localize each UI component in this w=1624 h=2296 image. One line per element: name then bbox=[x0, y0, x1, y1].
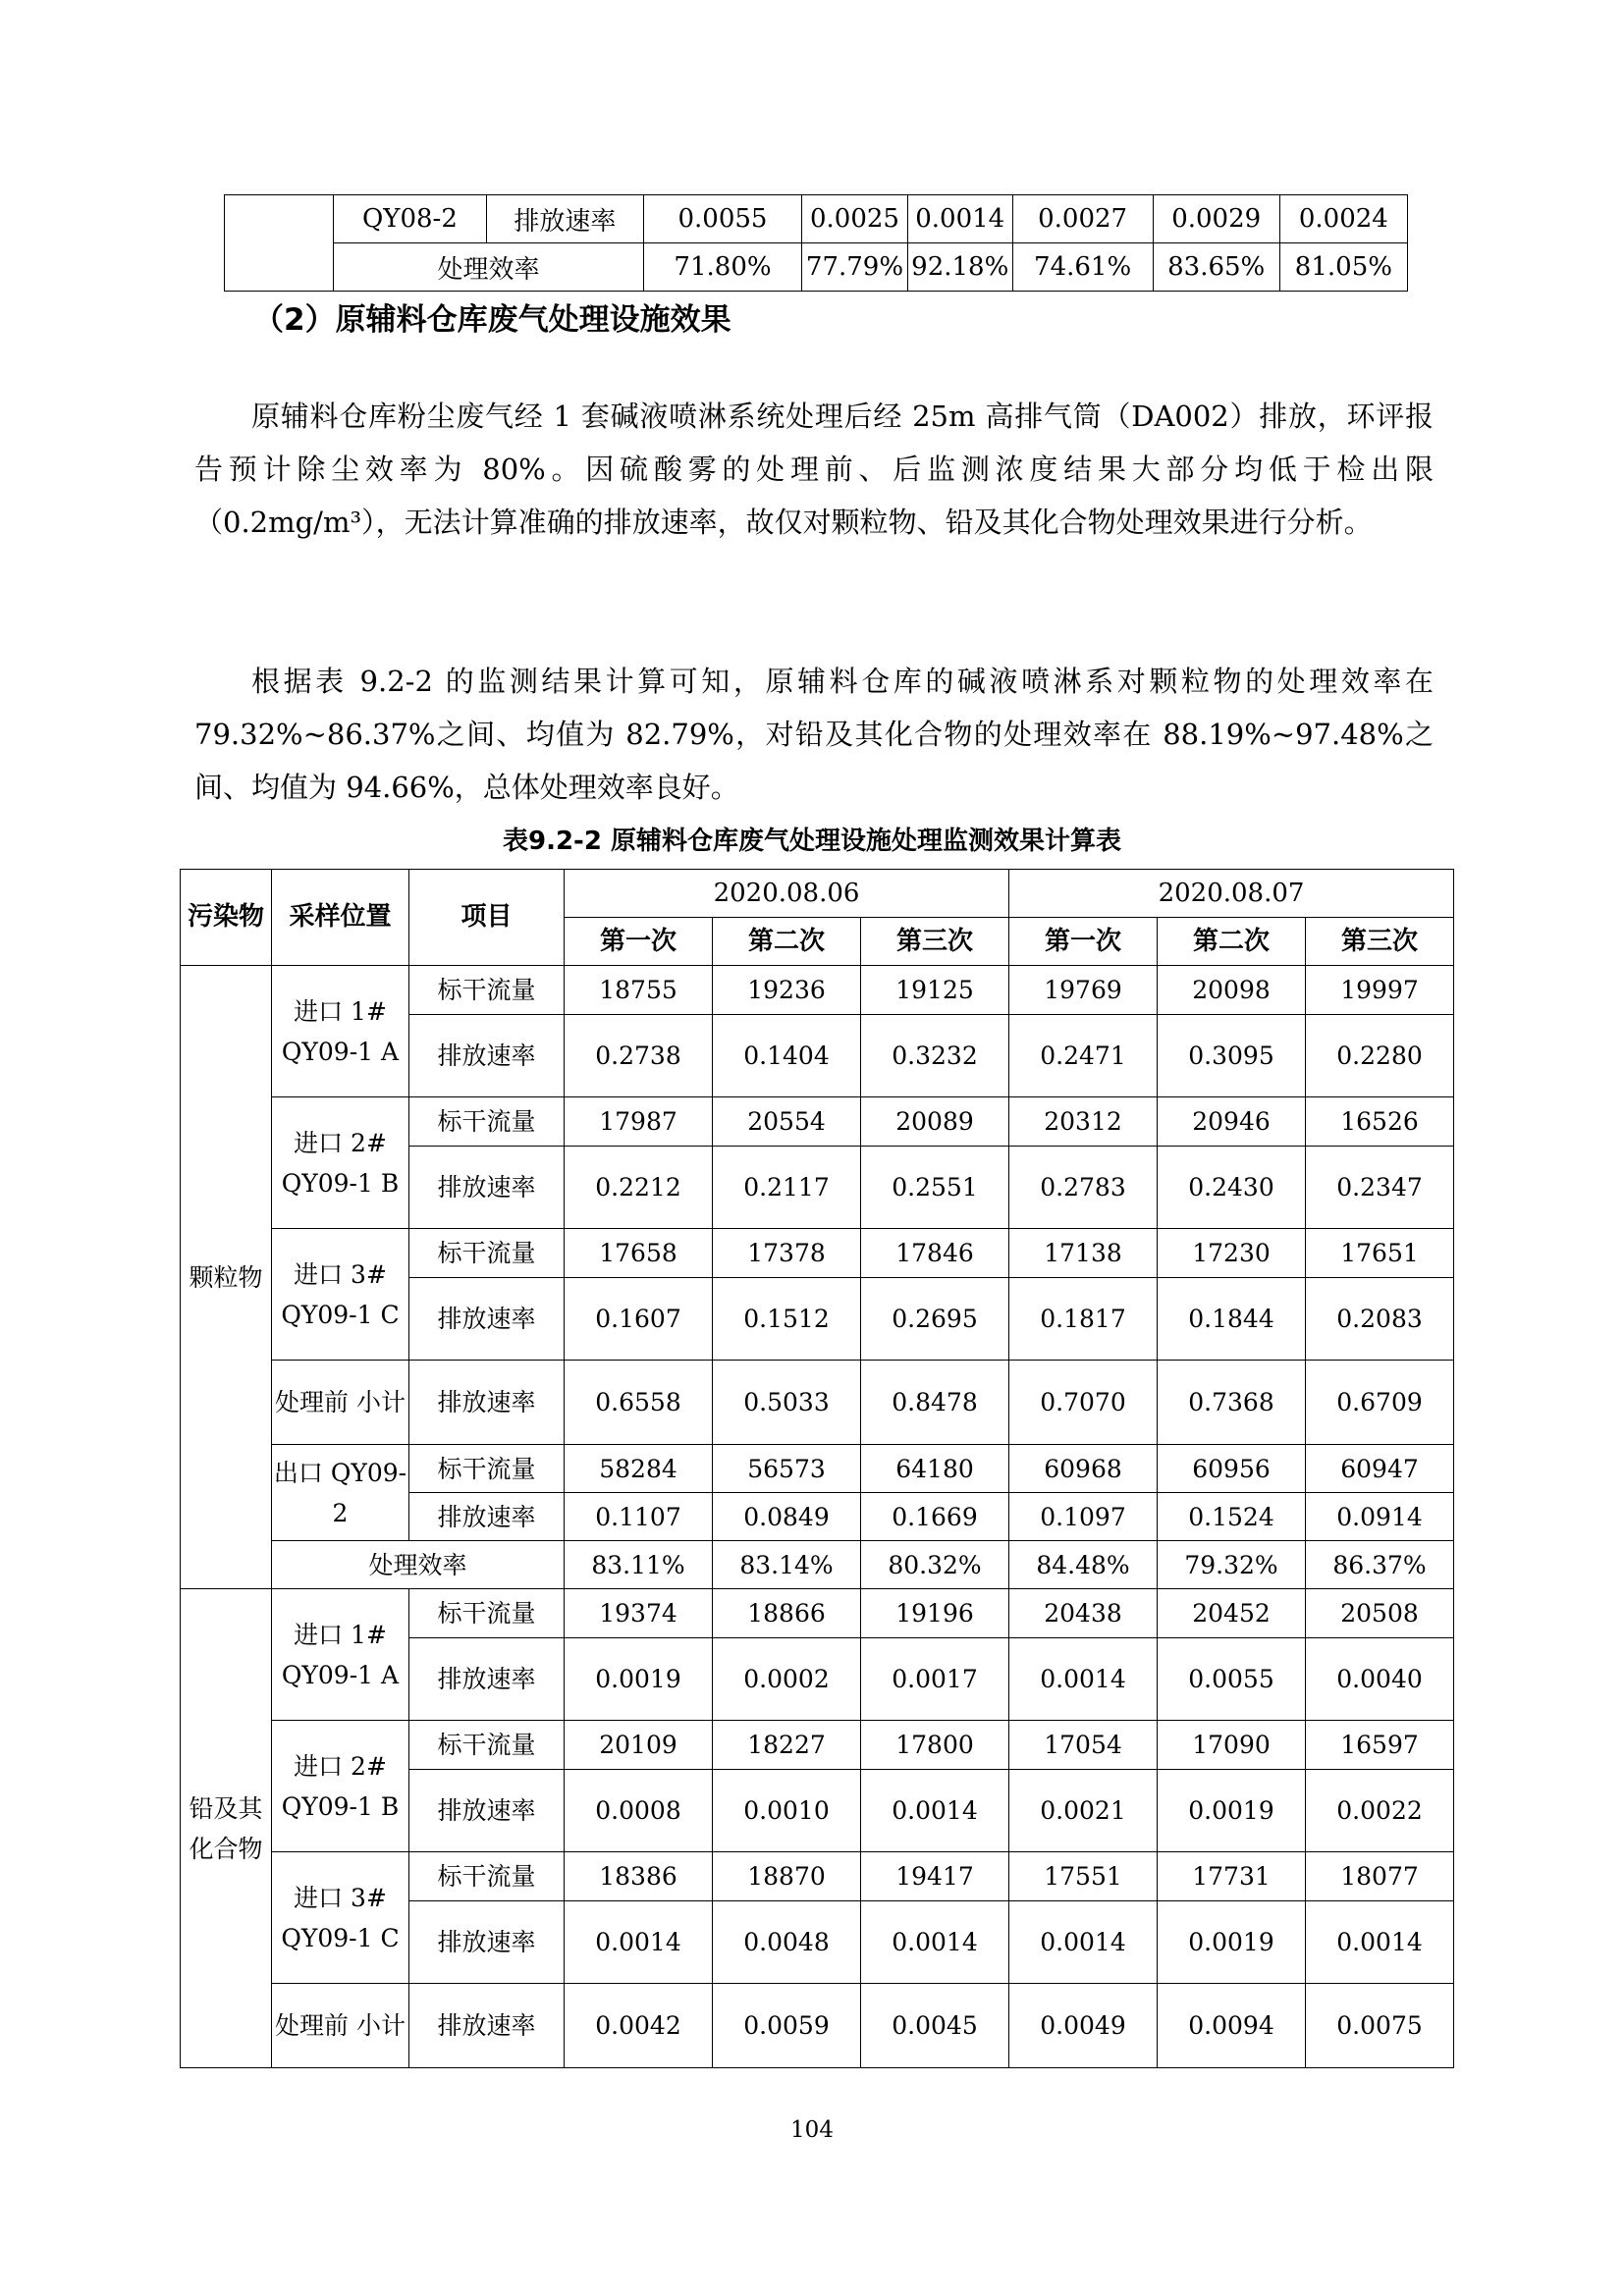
table-row bbox=[181, 1097, 1454, 1147]
value-cell: 0.6558 bbox=[565, 1361, 713, 1445]
value-cell: 0.7070 bbox=[1009, 1361, 1158, 1445]
value-cell: 17658 bbox=[565, 1229, 713, 1278]
value-cell: 16597 bbox=[1306, 1721, 1454, 1770]
location-cell: QY08-2 bbox=[334, 195, 487, 243]
continued-table bbox=[224, 194, 1408, 292]
header-run: 第二次 bbox=[1158, 918, 1306, 966]
item-cell: 排放速率 bbox=[409, 1278, 565, 1361]
value-cell: 0.2117 bbox=[713, 1147, 861, 1229]
value-cell: 0.0059 bbox=[713, 1984, 861, 2068]
table-row bbox=[181, 1721, 1454, 1770]
table-row bbox=[181, 1984, 1454, 2068]
value-cell: 18755 bbox=[565, 966, 713, 1015]
value-cell: 0.0914 bbox=[1306, 1493, 1454, 1541]
item-cell: 排放速率 bbox=[409, 1901, 565, 1984]
page-number: 104 bbox=[790, 2117, 834, 2143]
value-cell: 0.0055 bbox=[643, 195, 801, 243]
value-cell: 0.6709 bbox=[1306, 1361, 1454, 1445]
value-cell: 0.0048 bbox=[713, 1901, 861, 1984]
location-cell: 进口 1# QY09-1 A bbox=[272, 1589, 409, 1721]
value-cell: 0.0025 bbox=[802, 195, 908, 243]
pollutant-cell: 颗粒物 bbox=[181, 966, 272, 1589]
value-cell: 19125 bbox=[861, 966, 1009, 1015]
item-cell: 标干流量 bbox=[409, 1589, 565, 1638]
value-cell: 0.0049 bbox=[1009, 1984, 1158, 2068]
value-cell: 0.0094 bbox=[1158, 1984, 1306, 2068]
value-cell: 20452 bbox=[1158, 1589, 1306, 1638]
value-cell: 17230 bbox=[1158, 1229, 1306, 1278]
location-cell: 进口 2# QY09-1 B bbox=[272, 1721, 409, 1852]
value-cell: 0.1107 bbox=[565, 1493, 713, 1541]
table-row bbox=[181, 966, 1454, 1015]
item-cell: 排放速率 bbox=[409, 1147, 565, 1229]
value-cell: 16526 bbox=[1306, 1097, 1454, 1147]
value-cell: 18077 bbox=[1306, 1852, 1454, 1901]
value-cell: 71.80% bbox=[643, 243, 801, 292]
table-row bbox=[181, 1445, 1454, 1493]
value-cell: 0.3095 bbox=[1158, 1015, 1306, 1097]
value-cell: 0.0002 bbox=[713, 1638, 861, 1721]
value-cell: 20098 bbox=[1158, 966, 1306, 1015]
monitoring-table bbox=[180, 869, 1454, 2068]
value-cell: 84.48% bbox=[1009, 1541, 1158, 1589]
value-cell: 0.0010 bbox=[713, 1770, 861, 1852]
value-cell: 0.0075 bbox=[1306, 1984, 1454, 2068]
value-cell: 18386 bbox=[565, 1852, 713, 1901]
value-cell: 83.11% bbox=[565, 1541, 713, 1589]
value-cell: 0.0014 bbox=[861, 1901, 1009, 1984]
pollutant-cell: 铅及其化合物 bbox=[181, 1589, 272, 2068]
location-cell: 进口 1# QY09-1 A bbox=[272, 966, 409, 1097]
item-cell: 标干流量 bbox=[409, 1721, 565, 1770]
header-run: 第一次 bbox=[565, 918, 713, 966]
item-cell: 排放速率 bbox=[409, 1015, 565, 1097]
body-paragraph: 根据表 9.2-2 的监测结果计算可知，原辅料仓库的碱液喷淋系对颗粒物的处理效率在 79.32%~86.37%之间、均值为 82.79%，对铅及其化合物的处理效率在 88.19%~97.48%之间、均值为 94.66%，总体处理效率良好。 bbox=[194, 665, 1434, 804]
value-cell: 20554 bbox=[713, 1097, 861, 1147]
value-cell: 0.2430 bbox=[1158, 1147, 1306, 1229]
location-cell: 进口 3# QY09-1 C bbox=[272, 1852, 409, 1984]
value-cell: 17651 bbox=[1306, 1229, 1454, 1278]
value-cell: 20089 bbox=[861, 1097, 1009, 1147]
value-cell: 0.1669 bbox=[861, 1493, 1009, 1541]
item-cell: 标干流量 bbox=[409, 1445, 565, 1493]
value-cell: 60956 bbox=[1158, 1445, 1306, 1493]
value-cell: 0.0019 bbox=[1158, 1770, 1306, 1852]
value-cell: 20109 bbox=[565, 1721, 713, 1770]
table-row bbox=[181, 1541, 1454, 1589]
value-cell: 0.1817 bbox=[1009, 1278, 1158, 1361]
value-cell: 18866 bbox=[713, 1589, 861, 1638]
value-cell: 0.0008 bbox=[565, 1770, 713, 1852]
item-cell: 排放速率 bbox=[409, 1984, 565, 2068]
value-cell: 0.5033 bbox=[713, 1361, 861, 1445]
value-cell: 83.65% bbox=[1153, 243, 1279, 292]
value-cell: 17090 bbox=[1158, 1721, 1306, 1770]
value-cell: 17551 bbox=[1009, 1852, 1158, 1901]
efficiency-label-cell: 处理效率 bbox=[272, 1541, 565, 1589]
value-cell: 0.0014 bbox=[1009, 1638, 1158, 1721]
item-cell: 排放速率 bbox=[409, 1361, 565, 1445]
table-cell-empty bbox=[225, 195, 334, 292]
table-row bbox=[181, 1361, 1454, 1445]
item-cell: 排放速率 bbox=[409, 1493, 565, 1541]
value-cell: 20438 bbox=[1009, 1589, 1158, 1638]
table-row bbox=[181, 1229, 1454, 1278]
value-cell: 0.2083 bbox=[1306, 1278, 1454, 1361]
value-cell: 0.7368 bbox=[1158, 1361, 1306, 1445]
value-cell: 86.37% bbox=[1306, 1541, 1454, 1589]
value-cell: 0.0055 bbox=[1158, 1638, 1306, 1721]
header-run: 第三次 bbox=[861, 918, 1009, 966]
value-cell: 0.3232 bbox=[861, 1015, 1009, 1097]
table-row bbox=[225, 243, 1408, 292]
item-cell: 标干流量 bbox=[409, 1229, 565, 1278]
value-cell: 0.0022 bbox=[1306, 1770, 1454, 1852]
value-cell: 0.0014 bbox=[565, 1901, 713, 1984]
value-cell: 0.8478 bbox=[861, 1361, 1009, 1445]
header-date: 2020.08.07 bbox=[1009, 870, 1454, 918]
value-cell: 17054 bbox=[1009, 1721, 1158, 1770]
table-row bbox=[181, 1852, 1454, 1901]
location-cell: 出口 QY09-2 bbox=[272, 1445, 409, 1541]
value-cell: 0.2212 bbox=[565, 1147, 713, 1229]
header-run: 第二次 bbox=[713, 918, 861, 966]
value-cell: 0.2280 bbox=[1306, 1015, 1454, 1097]
item-cell: 排放速率 bbox=[486, 195, 643, 243]
table-row bbox=[181, 870, 1454, 918]
value-cell: 0.0045 bbox=[861, 1984, 1009, 2068]
table-caption: 表9.2-2 原辅料仓库废气处理设施处理监测效果计算表 bbox=[503, 827, 1121, 856]
value-cell: 77.79% bbox=[802, 243, 908, 292]
value-cell: 0.1844 bbox=[1158, 1278, 1306, 1361]
value-cell: 92.18% bbox=[907, 243, 1012, 292]
value-cell: 0.2738 bbox=[565, 1015, 713, 1097]
value-cell: 18870 bbox=[713, 1852, 861, 1901]
value-cell: 74.61% bbox=[1012, 243, 1153, 292]
value-cell: 79.32% bbox=[1158, 1541, 1306, 1589]
item-cell: 标干流量 bbox=[409, 1852, 565, 1901]
value-cell: 19417 bbox=[861, 1852, 1009, 1901]
value-cell: 19769 bbox=[1009, 966, 1158, 1015]
efficiency-label-cell: 处理效率 bbox=[334, 243, 644, 292]
value-cell: 0.0014 bbox=[861, 1770, 1009, 1852]
value-cell: 20946 bbox=[1158, 1097, 1306, 1147]
value-cell: 0.0024 bbox=[1279, 195, 1407, 243]
header-run: 第一次 bbox=[1009, 918, 1158, 966]
item-cell: 排放速率 bbox=[409, 1638, 565, 1721]
value-cell: 0.2347 bbox=[1306, 1147, 1454, 1229]
value-cell: 19236 bbox=[713, 966, 861, 1015]
value-cell: 80.32% bbox=[861, 1541, 1009, 1589]
value-cell: 0.2783 bbox=[1009, 1147, 1158, 1229]
value-cell: 0.0027 bbox=[1012, 195, 1153, 243]
header-run: 第三次 bbox=[1306, 918, 1454, 966]
value-cell: 0.0040 bbox=[1306, 1638, 1454, 1721]
section-heading: （2）原辅料仓库废气处理设施效果 bbox=[253, 302, 731, 338]
location-cell: 进口 2# QY09-1 B bbox=[272, 1097, 409, 1229]
value-cell: 17138 bbox=[1009, 1229, 1158, 1278]
value-cell: 17846 bbox=[861, 1229, 1009, 1278]
value-cell: 0.0019 bbox=[1158, 1901, 1306, 1984]
value-cell: 0.0021 bbox=[1009, 1770, 1158, 1852]
value-cell: 17378 bbox=[713, 1229, 861, 1278]
header-item: 项目 bbox=[409, 870, 565, 966]
location-cell: 进口 3# QY09-1 C bbox=[272, 1229, 409, 1361]
value-cell: 0.1607 bbox=[565, 1278, 713, 1361]
header-date: 2020.08.06 bbox=[565, 870, 1009, 918]
value-cell: 0.0042 bbox=[565, 1984, 713, 2068]
value-cell: 56573 bbox=[713, 1445, 861, 1493]
value-cell: 60947 bbox=[1306, 1445, 1454, 1493]
value-cell: 20508 bbox=[1306, 1589, 1454, 1638]
header-location: 采样位置 bbox=[272, 870, 409, 966]
value-cell: 17987 bbox=[565, 1097, 713, 1147]
value-cell: 18227 bbox=[713, 1721, 861, 1770]
value-cell: 83.14% bbox=[713, 1541, 861, 1589]
table-row bbox=[181, 1589, 1454, 1638]
value-cell: 17731 bbox=[1158, 1852, 1306, 1901]
value-cell: 0.2471 bbox=[1009, 1015, 1158, 1097]
value-cell: 0.2551 bbox=[861, 1147, 1009, 1229]
value-cell: 0.2695 bbox=[861, 1278, 1009, 1361]
value-cell: 0.0014 bbox=[907, 195, 1012, 243]
value-cell: 20312 bbox=[1009, 1097, 1158, 1147]
value-cell: 64180 bbox=[861, 1445, 1009, 1493]
value-cell: 19374 bbox=[565, 1589, 713, 1638]
value-cell: 0.0849 bbox=[713, 1493, 861, 1541]
value-cell: 0.1512 bbox=[713, 1278, 861, 1361]
value-cell: 17800 bbox=[861, 1721, 1009, 1770]
value-cell: 58284 bbox=[565, 1445, 713, 1493]
value-cell: 0.1524 bbox=[1158, 1493, 1306, 1541]
value-cell: 0.0017 bbox=[861, 1638, 1009, 1721]
value-cell: 0.1097 bbox=[1009, 1493, 1158, 1541]
location-cell: 处理前 小计 bbox=[272, 1984, 409, 2068]
body-paragraph: 原辅料仓库粉尘废气经 1 套碱液喷淋系统处理后经 25m 高排气筒（DA002）排放，环评报告预计除尘效率为 80%。因硫酸雾的处理前、后监测浓度结果大部分均低于检出限（0.2mg/m³），无法计算准确的排放速率，故仅对颗粒物、铅及其化合物处理效果进行分析。 bbox=[194, 400, 1434, 539]
value-cell: 60968 bbox=[1009, 1445, 1158, 1493]
item-cell: 标干流量 bbox=[409, 1097, 565, 1147]
value-cell: 81.05% bbox=[1279, 243, 1407, 292]
value-cell: 0.0029 bbox=[1153, 195, 1279, 243]
header-pollutant: 污染物 bbox=[181, 870, 272, 966]
item-cell: 排放速率 bbox=[409, 1770, 565, 1852]
value-cell: 0.0014 bbox=[1009, 1901, 1158, 1984]
value-cell: 0.0019 bbox=[565, 1638, 713, 1721]
value-cell: 0.1404 bbox=[713, 1015, 861, 1097]
table-row bbox=[225, 195, 1408, 243]
location-cell: 处理前 小计 bbox=[272, 1361, 409, 1445]
value-cell: 0.0014 bbox=[1306, 1901, 1454, 1984]
item-cell: 标干流量 bbox=[409, 966, 565, 1015]
value-cell: 19997 bbox=[1306, 966, 1454, 1015]
table-body bbox=[181, 870, 1454, 2068]
value-cell: 19196 bbox=[861, 1589, 1009, 1638]
